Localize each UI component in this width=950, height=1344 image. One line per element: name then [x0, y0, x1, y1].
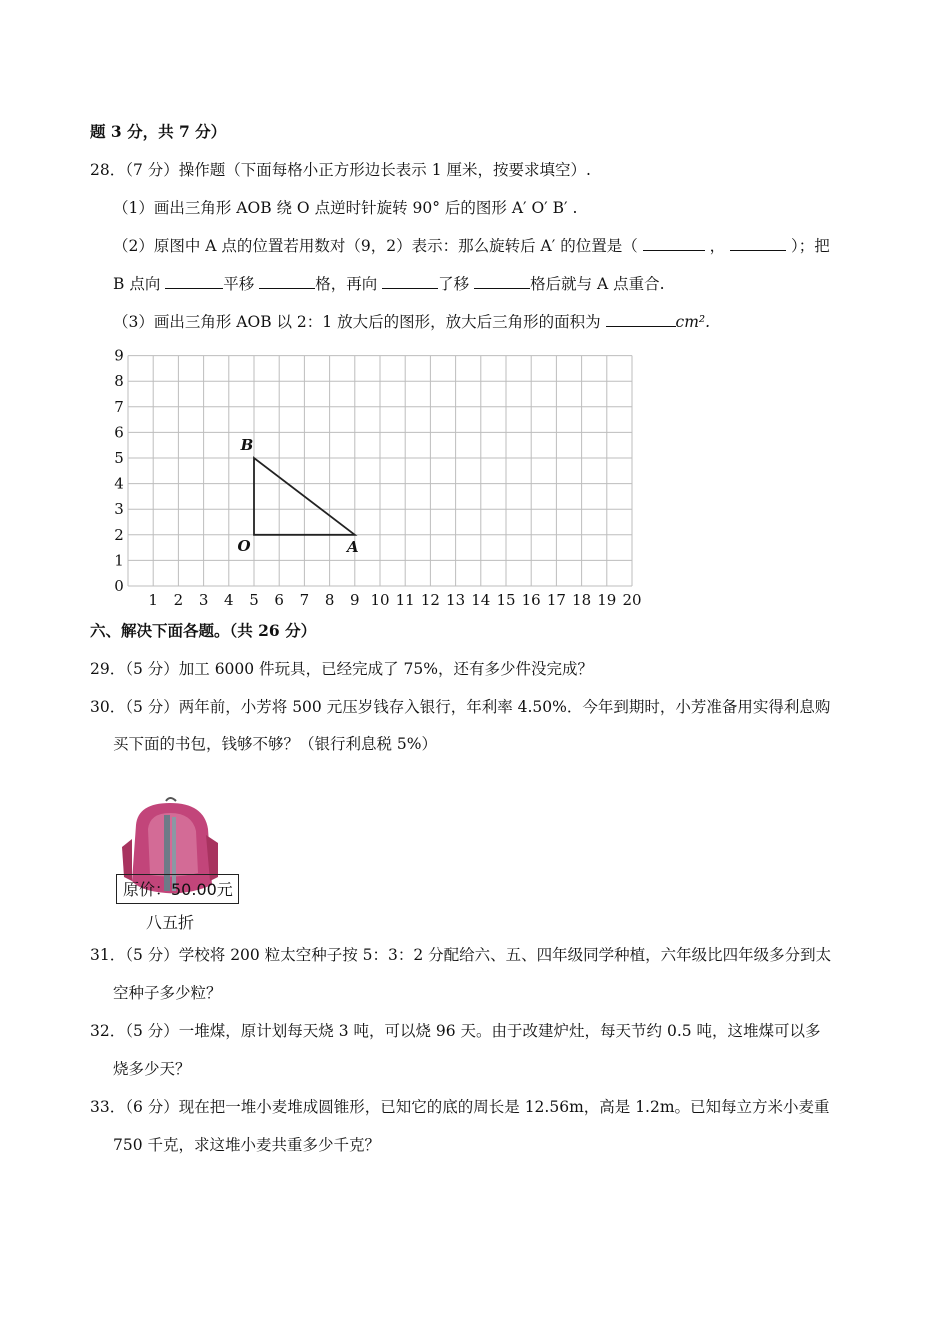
x-tick-label: 12: [420, 591, 440, 605]
q28-text: B 点向: [113, 275, 161, 293]
answer-blank[interactable]: [165, 274, 223, 289]
x-tick-label: 8: [324, 591, 335, 605]
y-tick-label: 5: [114, 449, 124, 467]
x-tick-label: 7: [299, 591, 310, 605]
q28-part2-text: （2）原图中 A 点的位置若用数对（9，2）表示：那么旋转后 A′ 的位置是（: [113, 237, 638, 255]
x-tick-label: 2: [173, 591, 184, 605]
y-tick-label: 3: [114, 500, 124, 519]
q28-text: 格，再向: [315, 275, 378, 293]
q30-line2: 买下面的书包，钱够不够？（银行利息税 5%）: [113, 735, 438, 753]
q31-line2: 空种子多少粒？: [113, 984, 222, 1002]
q33-line2: 750 千克，求这堆小麦共重多少千克？: [113, 1136, 381, 1154]
q28-part2-comma: ，: [709, 237, 726, 255]
q28-part2-line2: [113, 274, 665, 294]
q32-line2: 烧多少天？: [113, 1060, 191, 1078]
q32-line1: 32．（5 分）一堆煤，原计划每天烧 3 吨，可以烧 96 天。由于改建炉灶，每天节约 0.5 吨，这堆煤可以多: [90, 1022, 821, 1040]
q28-text: 平移: [223, 275, 255, 293]
answer-blank[interactable]: [606, 312, 676, 327]
coordinate-grid: [108, 343, 668, 605]
backpack-image: [118, 770, 248, 930]
answer-blank[interactable]: [474, 274, 530, 289]
y-tick-label: 2: [114, 525, 124, 544]
answer-blank[interactable]: [382, 274, 438, 289]
q28-text: 了移: [438, 275, 470, 293]
y-tick-label: 6: [114, 423, 124, 442]
y-tick-label: 8: [114, 372, 124, 391]
x-tick-label: 13: [446, 591, 466, 605]
point-label-a: A: [346, 537, 359, 556]
discount-label: 八五折: [146, 913, 195, 932]
grid-svg: [108, 343, 668, 605]
q31-line1: 31．（5 分）学校将 200 粒太空种子按 5：3：2 分配给六、五、四年级同学种植，六年级比四年级多分到太: [90, 946, 832, 964]
x-tick-label: 5: [249, 591, 259, 605]
x-tick-label: 20: [622, 591, 642, 605]
q28-heading: 28．（7 分）操作题（下面每格小正方形边长表示 1 厘米，按要求填空）.: [90, 161, 591, 179]
y-tick-label: 7: [114, 397, 124, 416]
x-tick-label: 16: [521, 591, 541, 605]
unit-text: cm².: [675, 313, 711, 331]
x-tick-label: 3: [198, 591, 209, 605]
x-tick-label: 17: [546, 591, 566, 605]
price-label: 原价：50.00元: [116, 874, 239, 904]
x-tick-label: 18: [572, 591, 592, 605]
y-tick-label: 9: [114, 346, 124, 365]
point-label-o: O: [237, 536, 251, 555]
section6-title: 六、解决下面各题。（共 26 分）: [90, 621, 317, 640]
point-label-b: B: [240, 436, 254, 454]
x-tick-label: 6: [274, 591, 284, 605]
q29-text: 29．（5 分）加工 6000 件玩具，已经完成了 75%，还有多少件没完成？: [90, 660, 593, 678]
x-tick-label: 4: [224, 591, 234, 605]
q28-part3: [113, 312, 710, 332]
q28-part2-line1: [113, 236, 830, 256]
x-tick-label: 9: [350, 591, 360, 605]
q28-text: （3）画出三角形 AOB 以 2：1 放大后的图形，放大后三角形的面积为: [113, 313, 601, 331]
section-header-tail: 题 3 分，共 7 分）: [90, 122, 227, 141]
x-tick-label: 15: [496, 591, 516, 605]
x-tick-label: 11: [395, 591, 415, 605]
x-tick-label: 19: [597, 591, 617, 605]
answer-blank[interactable]: [730, 236, 786, 251]
y-tick-label: 1: [114, 551, 124, 570]
q33-line1: 33．（6 分）现在把一堆小麦堆成圆锥形，已知它的底的周长是 12.56m，高是 1.2m。已知每立方米小麦重: [90, 1098, 830, 1116]
q30-line1: 30．（5 分）两年前，小芳将 500 元压岁钱存入银行，年利率 4.50%．今年到期时，小芳准备用实得利息购: [90, 698, 831, 716]
y-tick-label: 4: [114, 474, 124, 493]
y-tick-label: 0: [114, 577, 124, 595]
x-tick-label: 1: [148, 591, 158, 605]
q28-text: 格后就与 A 点重合.: [530, 275, 665, 293]
q28-part1: （1）画出三角形 AOB 绕 O 点逆时针旋转 90° 后的图形 A′ O′ B′ .: [113, 199, 578, 217]
answer-blank[interactable]: [259, 274, 315, 289]
x-tick-label: 10: [370, 591, 390, 605]
q28-part2-end: ）；把: [790, 237, 830, 255]
answer-blank[interactable]: [643, 236, 705, 251]
x-tick-label: 14: [471, 591, 491, 605]
